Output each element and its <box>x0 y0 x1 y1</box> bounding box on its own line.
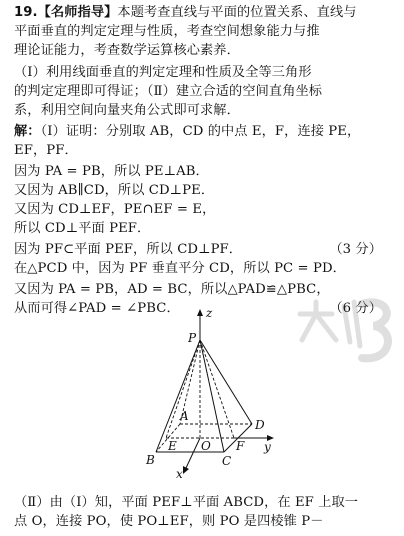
x-axis <box>186 438 200 468</box>
label-C: C <box>222 454 232 468</box>
watermark-logo <box>292 292 402 372</box>
pyramid-figure <box>128 306 278 482</box>
edge-PC <box>200 340 224 452</box>
hint-text-3: 系，利用空间向量夹角公式即可求解． <box>14 103 240 118</box>
solution-text-10: 从而可得∠PAD = ∠PBC． <box>14 301 180 316</box>
solution-text-3: 因为 PA = PB，所以 PE⊥AB． <box>14 164 209 179</box>
segment-PE <box>166 340 200 438</box>
solution-text-11: （Ⅱ）由（Ⅰ）知，平面 PEF⊥平面 ABCD，在 EF 上取一 <box>14 495 359 510</box>
solution-line-7 <box>14 241 396 259</box>
question-number: 19. <box>14 5 38 20</box>
segment-PF <box>200 340 234 438</box>
label-P: P <box>188 331 197 345</box>
solution-text-8: 在△PCD 中，因为 PF 垂直平分 CD，所以 PC = PD． <box>14 261 346 276</box>
solution-text-4: 又因为 AB∥CD，所以 CD⊥PE． <box>14 183 215 198</box>
solution-label: 解： <box>14 124 41 139</box>
score-3: （3 分） <box>329 242 382 257</box>
solution-text-1: （Ⅰ）证明：分别取 AB，CD 的中点 E，F，连接 PE， <box>40 124 361 139</box>
label-F: F <box>236 439 245 453</box>
intro-text-2: 平面垂直的判定定理与性质，考查空间想象能力与推 <box>14 24 320 39</box>
solution-text-6: 所以 CD⊥平面 PEF． <box>14 221 151 236</box>
tutor-guide-tag: 【名师指导】 <box>37 5 118 20</box>
label-x: x <box>176 467 183 481</box>
z-axis-arrow <box>197 309 203 316</box>
intro-text-3: 理论证能力，考查数学运算核心素养． <box>14 43 240 58</box>
solution-text-7: 因为 PF⊂平面 PEF，所以 CD⊥PF． <box>14 242 243 257</box>
edge-PD <box>200 340 252 424</box>
solution-text-9: 又因为 PA = PB，AD = BC，所以△PAD≌△PBC， <box>14 282 330 297</box>
solution-text-5: 又因为 CD⊥EF，PE∩EF = E， <box>14 202 216 217</box>
label-A: A <box>180 409 189 423</box>
label-E: E <box>168 439 177 453</box>
solution-text-12: 点 O，连接 PO，使 PO⊥EF，则 PO 是四棱锥 P－ <box>14 514 324 529</box>
hint-text-2: 的判定定理即可得证；（Ⅱ）建立合适的空间直角坐标 <box>14 84 323 99</box>
question-line-1 <box>14 4 396 22</box>
solution-line-1 <box>14 123 396 141</box>
label-y: y <box>264 440 271 454</box>
intro-text-1: 本题考查直线与平面的位置关系、直线与 <box>117 5 357 20</box>
score-6: （6 分） <box>329 301 382 316</box>
hint-text-1: （Ⅰ）利用线面垂直的判定定理和性质及全等三角形 <box>14 65 312 80</box>
label-O: O <box>201 439 211 453</box>
label-z: z <box>206 306 213 320</box>
label-B: B <box>146 453 155 467</box>
edge-PB <box>156 340 200 452</box>
solution-text-2: EF，PF． <box>14 143 78 158</box>
label-D: D <box>255 418 265 432</box>
